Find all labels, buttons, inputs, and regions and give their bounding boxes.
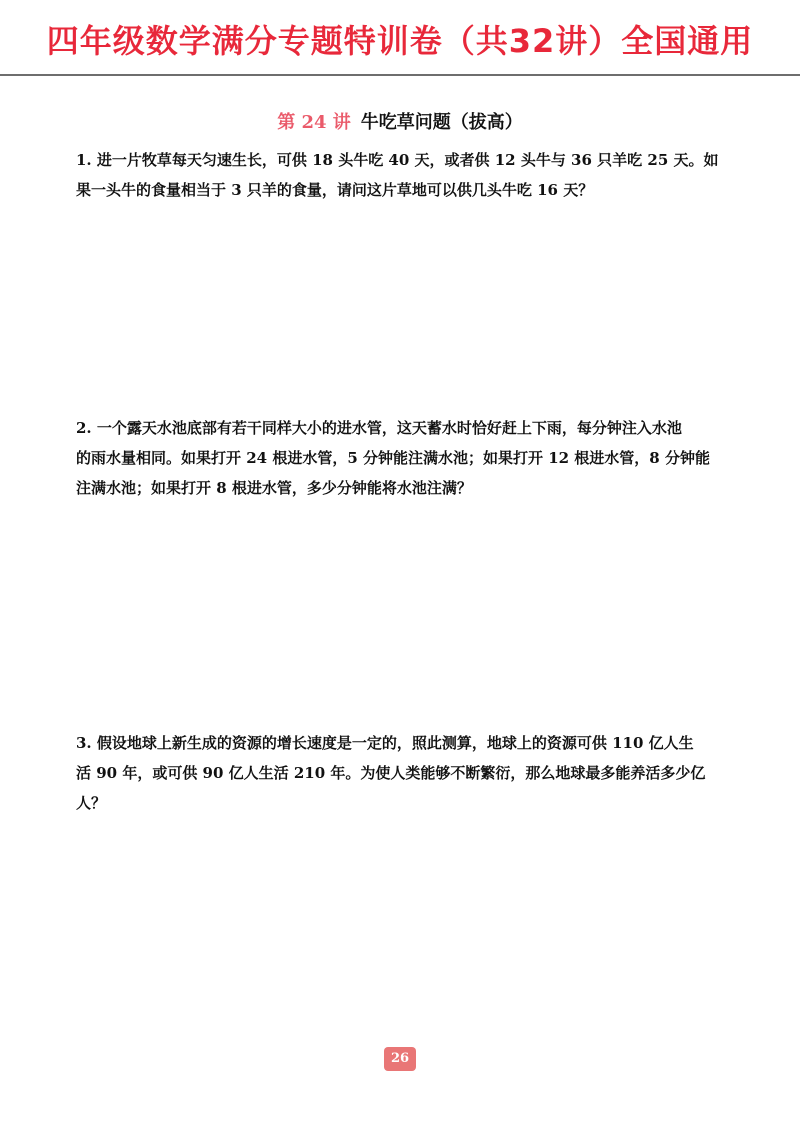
question-3: [76, 728, 726, 818]
question-line: 果一头牛的食量相当于 3 只羊的食量，请问这片草地可以供几头牛吃 16 天？: [76, 181, 594, 199]
question-1: [76, 145, 726, 205]
lesson-topic: 牛吃草问题（拔高）: [360, 112, 523, 133]
page-banner: [0, 0, 800, 78]
question-line: 2. 一个露天水池底部有若干同样大小的进水管，这天蓄水时恰好赶上下雨，每分钟注入水池: [76, 419, 682, 437]
question-line: 3. 假设地球上新生成的资源的增长速度是一定的，照此测算，地球上的资源可供 110 亿人生: [76, 734, 694, 752]
question-line: 的雨水量相同。如果打开 24 根进水管，5 分钟能注满水池；如果打开 12 根进水管，8 分钟能: [76, 449, 710, 467]
lesson-heading: [0, 108, 800, 134]
question-line: 人？: [76, 794, 107, 812]
lesson-number: 第 24 讲: [277, 112, 351, 133]
document-title: 四年级数学满分专题特训卷（共32讲）全国通用: [46, 22, 754, 60]
question-line: 注满水池；如果打开 8 根进水管，多少分钟能将水池注满？: [76, 479, 472, 497]
question-line: 活 90 年，或可供 90 亿人生活 210 年。为使人类能够不断繁衍，那么地球最多能养活多少亿: [76, 764, 706, 782]
question-2: [76, 413, 726, 503]
page-number-badge: 26: [384, 1047, 416, 1071]
header-divider: [0, 74, 800, 76]
question-line: 1. 进一片牧草每天匀速生长，可供 18 头牛吃 40 天，或者供 12 头牛与 36 只羊吃 25 天。如: [76, 151, 719, 169]
